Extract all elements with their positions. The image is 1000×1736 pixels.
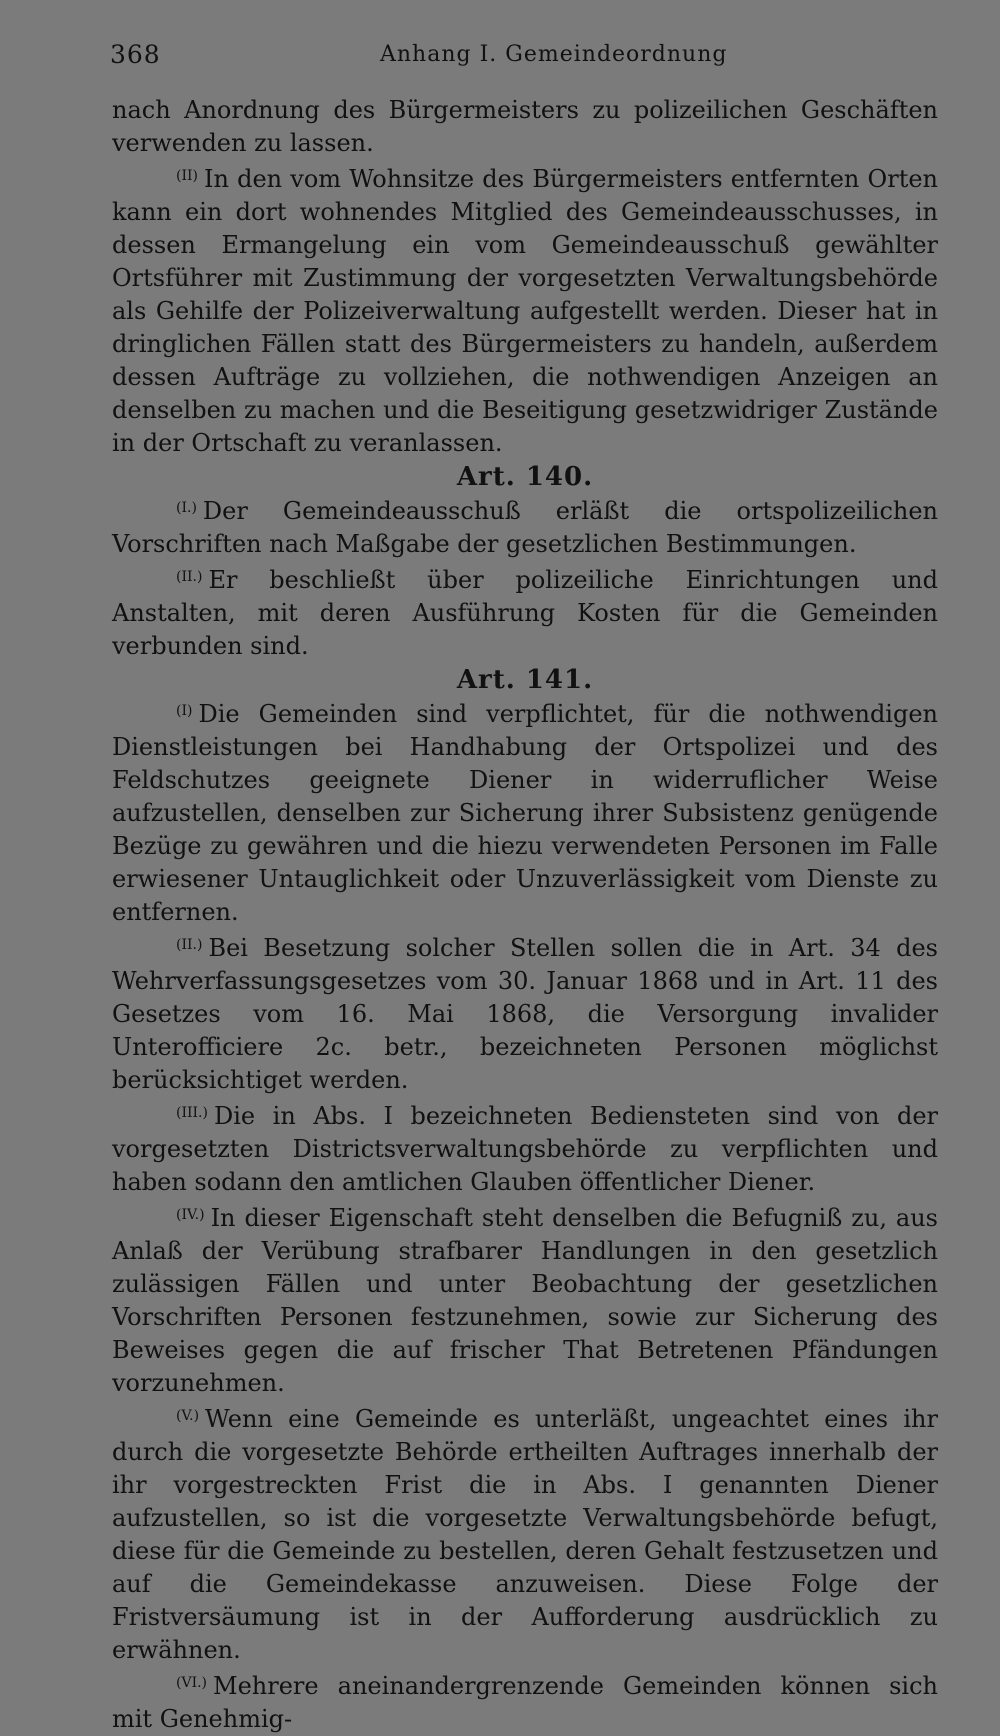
paragraph-marker: (I) <box>176 703 193 719</box>
paragraph-text: Er beschließt über polizeiliche Einrichtungen und Anstalten, mit deren Ausführung Kosten für die Gemeinden verbunden sind. <box>112 566 938 660</box>
paragraph-marker: (II) <box>176 168 198 184</box>
paragraph-marker: (II.) <box>176 937 203 953</box>
paragraph <box>112 929 938 1097</box>
paragraph <box>112 1199 938 1400</box>
paragraph-text: Die Gemeinden sind verpflichtet, für die nothwendigen Dienstleistungen bei Handhabung der Ortspolizei und des Feldschutzes geeignete Diener in widerruflicher Weise aufzustellen, denselben zur Sicherung ihrer Subsistenz genügende Bezüge zu gewähren und die hiezu verwendeten Personen im Falle erwiesener Untauglichkeit oder Unzuverlässigkeit vom Dienste zu entfernen. <box>112 700 938 926</box>
paragraph-marker: (III.) <box>176 1105 208 1121</box>
paragraph <box>112 561 938 663</box>
paragraph <box>112 1667 938 1736</box>
paragraph-marker: (VI.) <box>176 1675 208 1691</box>
paragraph-marker: (IV.) <box>176 1207 205 1223</box>
page-header <box>110 38 940 78</box>
paragraph-text: Bei Besetzung solcher Stellen sollen die in Art. 34 des Wehrverfassungsgesetzes vom 30. Januar 1868 und in Art. 11 des Gesetzes vom 16. Mai 1868, die Versorgung invalider Unterofficiere 2c. betr., bezeichneten Personen möglichst berücksichtiget werden. <box>112 934 938 1094</box>
paragraph-text: Der Gemeindeausschuß erläßt die ortspolizeilichen Vorschriften nach Maßgabe der gesetzlichen Bestimmungen. <box>112 497 938 558</box>
paragraph <box>112 160 938 460</box>
running-title: Anhang I. Gemeindeordnung <box>380 42 728 67</box>
paragraph <box>112 1400 938 1667</box>
paragraph-text: In den vom Wohnsitze des Bürgermeisters entfernten Orten kann ein dort wohnendes Mitglied des Gemeindeausschusses, in dessen Ermangelung ein vom Gemeindeausschuß gewählter Ortsführer mit Zustimmung der vorgesetzten Verwaltungsbehörde als Gehilfe der Polizeiverwaltung aufgestellt werden. Dieser hat in dringlichen Fällen statt des Bürgermeisters zu handeln, außerdem dessen Aufträge zu vollziehen, die nothwendigen Anzeigen an denselben zu machen und die Beseitigung gesetzwidriger Zustände in der Ortschaft zu veranlassen. <box>112 165 938 457</box>
article-heading-140: Art. 140. <box>456 462 594 492</box>
paragraph-text: Mehrere aneinandergrenzende Gemeinden können sich mit Genehmig- <box>112 1672 938 1733</box>
paragraph-continuation <box>112 94 938 160</box>
paragraph <box>112 492 938 561</box>
paragraph-marker: (II.) <box>176 569 203 585</box>
page-number: 368 <box>110 40 161 69</box>
paragraph-text: Wenn eine Gemeinde es unterläßt, ungeachtet eines ihr durch die vorgesetzte Behörde ertheilten Auftrages innerhalb der ihr vorgestreckten Frist die in Abs. I genannten Diener aufzustellen, so ist die vorgesetzte Verwaltungsbehörde befugt, diese für die Gemeinde zu bestellen, deren Gehalt festzusetzen und auf die Gemeindekasse anzuweisen. Diese Folge der Fristversäumung ist in der Aufforderung ausdrücklich zu erwähnen. <box>112 1405 938 1664</box>
paragraph-marker: (V.) <box>176 1408 200 1424</box>
article-heading-141: Art. 141. <box>456 665 594 695</box>
paragraph-text: Die in Abs. I bezeichneten Bediensteten sind von der vorgesetzten Districtsverwaltungsbehörde zu verpflichten und haben sodann den amtlichen Glauben öffentlicher Diener. <box>112 1102 938 1196</box>
paragraph-marker: (I.) <box>176 500 197 516</box>
page-body <box>112 94 938 1736</box>
paragraph-text: In dieser Eigenschaft steht denselben die Befugniß zu, aus Anlaß der Verübung strafbarer Handlungen in den gesetzlich zulässigen Fällen und unter Beobachtung der gesetzlichen Vorschriften Personen festzunehmen, sowie zur Sicherung des Beweises gegen die auf frischer That Betretenen Pfändungen vorzunehmen. <box>112 1204 938 1397</box>
paragraph-text: nach Anordnung des Bürgermeisters zu polizeilichen Geschäften verwenden zu lassen. <box>112 96 938 157</box>
paragraph <box>112 695 938 929</box>
paragraph <box>112 1097 938 1199</box>
